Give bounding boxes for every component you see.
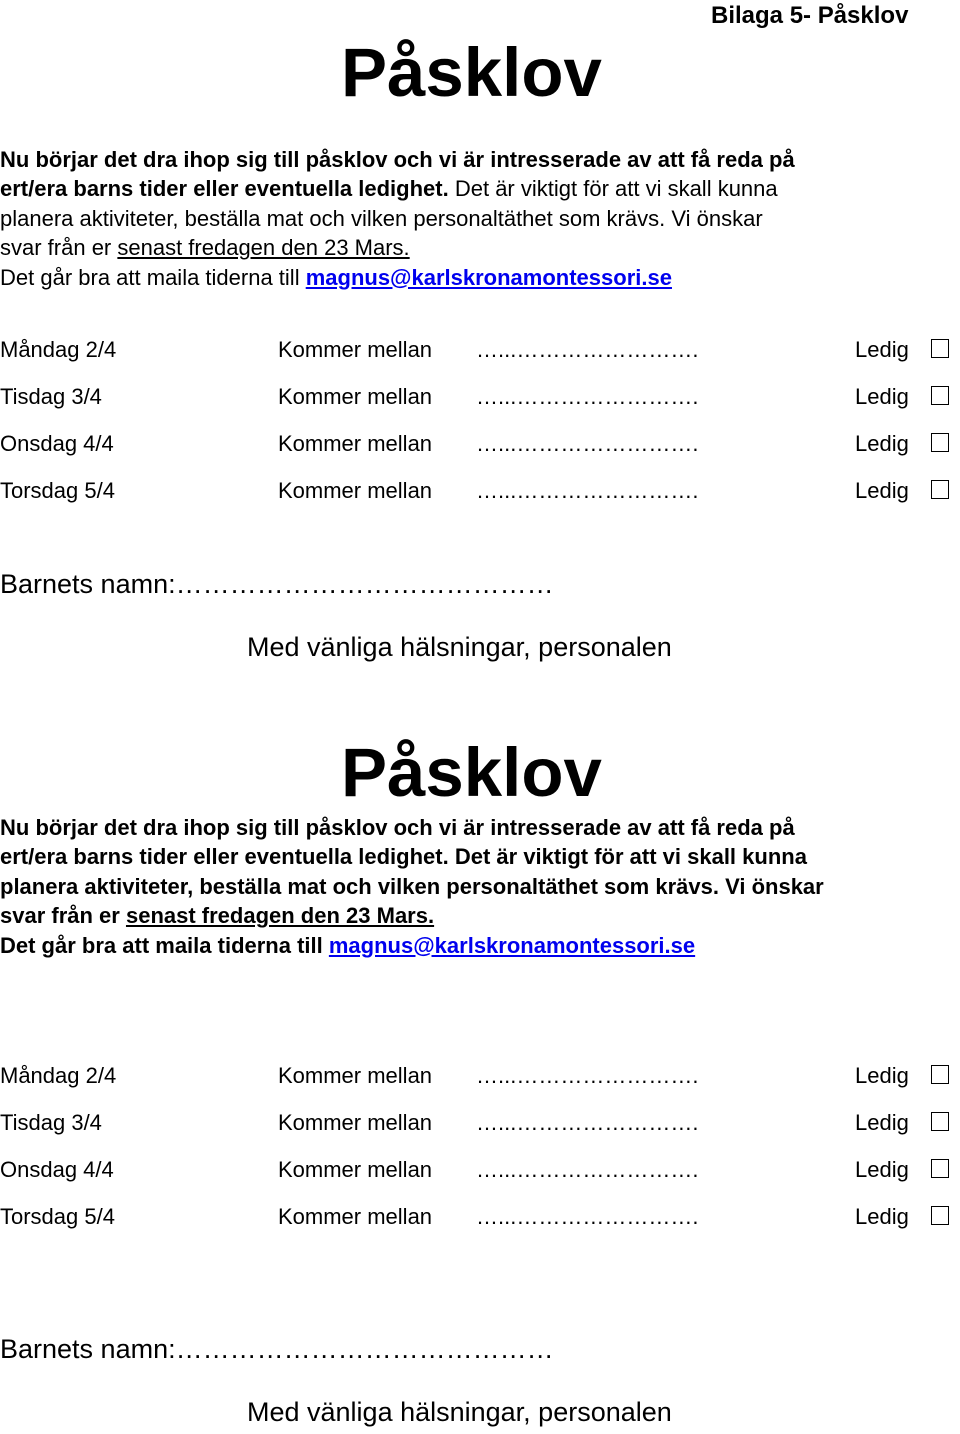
day-label: Tisdag 3/4 [0,384,102,409]
day-off-label: Ledig [855,384,909,409]
day-off-checkbox[interactable] [931,480,949,499]
day-row [0,431,960,461]
day-label: Torsdag 5/4 [0,1204,115,1229]
intro-line: ert/era barns tider eller eventuella ledighet. Det är viktigt för att vi skall kunna [0,176,778,202]
day-off-checkbox[interactable] [931,339,949,358]
intro-paragraph [0,145,960,292]
intro-line: planera aktiviteter, beställa mat och vilken personaltäthet som krävs. Vi önskar [0,873,824,899]
greeting: Med vänliga hälsningar, personalen [247,1397,672,1427]
day-row [0,1110,960,1140]
arrival-label: Kommer mellan [278,1063,433,1088]
arrival-label: Kommer mellan [278,478,433,503]
email-link[interactable]: magnus@karlskronamontessori.se [328,932,696,958]
time-fill-line[interactable]: …...……………………. [476,478,699,503]
intro-line: Nu börjar det dra ihop sig till påsklov och vi är intresserade av att få reda på [0,815,795,840]
time-fill-line[interactable]: …...……………………. [476,1157,699,1182]
day-row [0,337,960,367]
day-label: Måndag 2/4 [0,1063,117,1088]
day-off-checkbox[interactable] [931,1065,949,1084]
day-label: Onsdag 4/4 [0,431,114,456]
page-title: Påsklov [341,734,602,811]
deadline-text: senast fredagen den 23 Mars. [125,903,435,929]
intro-line: Nu börjar det dra ihop sig till påsklov och vi är intresserade av att få reda på [0,147,795,172]
day-label: Onsdag 4/4 [0,1157,114,1182]
day-off-label: Ledig [855,431,909,456]
deadline-text: senast fredagen den 23 Mars. [117,235,410,261]
time-fill-line[interactable]: …...……………………. [476,337,699,362]
intro-line: Det går bra att maila tiderna till magnus@karlskronamontessori.se [0,932,696,958]
day-off-label: Ledig [855,337,909,362]
day-off-checkbox[interactable] [931,433,949,452]
page-title: Påsklov [341,34,602,111]
day-off-label: Ledig [855,1204,909,1229]
intro-line: planera aktiviteter, beställa mat och vilken personaltäthet som krävs. Vi önskar [0,205,763,231]
intro-line: svar från er senast fredagen den 23 Mars. [0,903,435,929]
day-off-label: Ledig [855,1110,909,1135]
child-name-field[interactable]: Barnets namn:…………………………………… [0,1334,554,1364]
email-link[interactable]: magnus@karlskronamontessori.se [305,264,672,290]
arrival-label: Kommer mellan [278,337,433,362]
day-off-checkbox[interactable] [931,386,949,405]
child-name-field[interactable]: Barnets namn:…………………………………… [0,569,554,599]
day-row [0,384,960,414]
time-fill-line[interactable]: …...……………………. [476,431,699,456]
intro-line: svar från er senast fredagen den 23 Mars. [0,235,410,261]
intro-paragraph [0,813,960,960]
arrival-label: Kommer mellan [278,384,433,409]
attachment-label: Bilaga 5- Påsklov [711,2,909,29]
day-off-label: Ledig [855,1063,909,1088]
time-fill-line[interactable]: …...……………………. [476,1063,699,1088]
intro-line: Det går bra att maila tiderna till magnus@karlskronamontessori.se [0,264,672,290]
day-row [0,1063,960,1093]
day-label: Måndag 2/4 [0,337,117,362]
greeting: Med vänliga hälsningar, personalen [247,632,672,662]
day-off-label: Ledig [855,478,909,503]
day-row [0,1204,960,1234]
day-off-label: Ledig [855,1157,909,1182]
arrival-label: Kommer mellan [278,1157,433,1182]
day-off-checkbox[interactable] [931,1159,949,1178]
intro-line: ert/era barns tider eller eventuella ledighet. Det är viktigt för att vi skall kunna [0,844,807,870]
time-fill-line[interactable]: …...……………………. [476,1110,699,1135]
day-row [0,1157,960,1187]
arrival-label: Kommer mellan [278,1204,433,1229]
day-label: Torsdag 5/4 [0,478,115,503]
arrival-label: Kommer mellan [278,1110,433,1135]
time-fill-line[interactable]: …...……………………. [476,384,699,409]
day-off-checkbox[interactable] [931,1112,949,1131]
day-row [0,478,960,508]
time-fill-line[interactable]: …...……………………. [476,1204,699,1229]
day-label: Tisdag 3/4 [0,1110,102,1135]
arrival-label: Kommer mellan [278,431,433,456]
day-off-checkbox[interactable] [931,1206,949,1225]
